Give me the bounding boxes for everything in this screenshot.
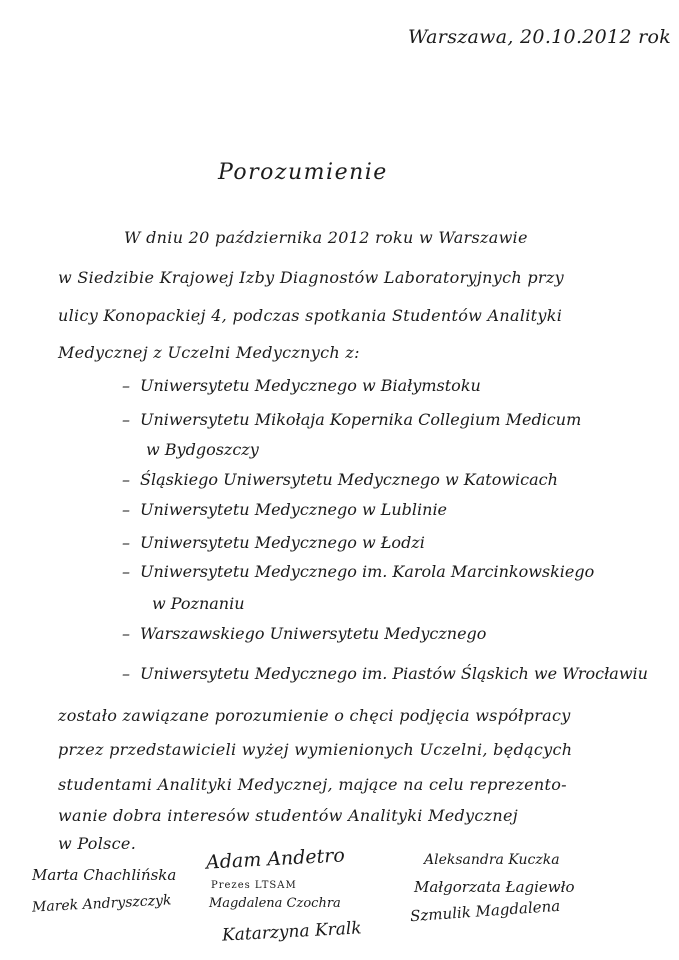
document-date: Warszawa, 20.10.2012 rok [408,26,672,48]
intro-line: W dniu 20 października 2012 roku w Warszawie [124,228,528,247]
conclusion-line: w Polsce. [58,834,137,853]
conclusion-line: przez przedstawicieli wyżej wymienionych Uczelni, będących [58,740,573,759]
list-item: – Warszawskiego Uniwersytetu Medycznego [122,624,487,643]
signature: Marek Andryszczyk [31,892,172,916]
university-name: Śląskiego Uniwersytetu Medycznego w Katowicach [140,470,558,489]
signature: Aleksandra Kuczka [424,852,560,868]
signature: Marta Chachlińska [32,866,177,884]
university-name: Uniwersytetu Medycznego w Łodzi [140,533,425,552]
intro-line: Medycznej z Uczelni Medycznych z: [58,343,360,362]
signature: Małgorzata Łagiewło [414,878,575,896]
intro-line: w Siedzibie Krajowej Izby Diagnostów Laboratoryjnych przy [58,268,564,287]
list-item: – Uniwersytetu Mikołaja Kopernika Collegium Medicum [122,410,582,429]
intro-line: ulicy Konopackiej 4, podczas spotkania Studentów Analityki [58,306,563,325]
list-item: – Uniwersytetu Medycznego w Białymstoku [122,376,481,395]
signer-role: Prezes LTSAM [211,880,297,891]
list-item: – Uniwersytetu Medycznego im. Karola Marcinkowskiego [122,562,595,581]
list-item: – Uniwersytetu Medycznego im. Piastów Śląskich we Wrocławiu [122,664,648,683]
list-item: – Śląskiego Uniwersytetu Medycznego w Katowicach [122,470,558,489]
conclusion-line: studentami Analityki Medycznej, mające na celu reprezento- [58,775,567,794]
university-name: Warszawskiego Uniwersytetu Medycznego [140,624,487,643]
list-item: – Uniwersytetu Medycznego w Lublinie [122,500,448,519]
signature: Szmulik Magdalena [409,896,561,926]
conclusion-line: wanie dobra interesów studentów Analityki Medycznej [58,806,519,825]
university-name: Uniwersytetu Medycznego im. Piastów Śląskich we Wrocławiu [140,664,648,683]
conclusion-line: zostało zawiązane porozumienie o chęci podjęcia współpracy [58,706,571,725]
university-name: Uniwersytetu Medycznego w Białymstoku [140,376,481,395]
signature: Katarzyna Kralk [221,918,363,946]
list-item: – Uniwersytetu Medycznego w Łodzi [122,533,425,552]
signature: Adam Andetro [205,844,346,874]
document-title: Porozumienie [218,160,388,185]
signature: Magdalena Czochra [209,896,341,911]
university-name: Uniwersytetu Medycznego w Lublinie [140,500,448,519]
university-name: Uniwersytetu Medycznego im. Karola Marcinkowskiego [140,562,595,581]
list-item-continuation: w Poznaniu [152,594,245,613]
list-item-continuation: w Bydgoszczy [146,440,259,459]
university-name: Uniwersytetu Mikołaja Kopernika Collegium Medicum [140,410,582,429]
